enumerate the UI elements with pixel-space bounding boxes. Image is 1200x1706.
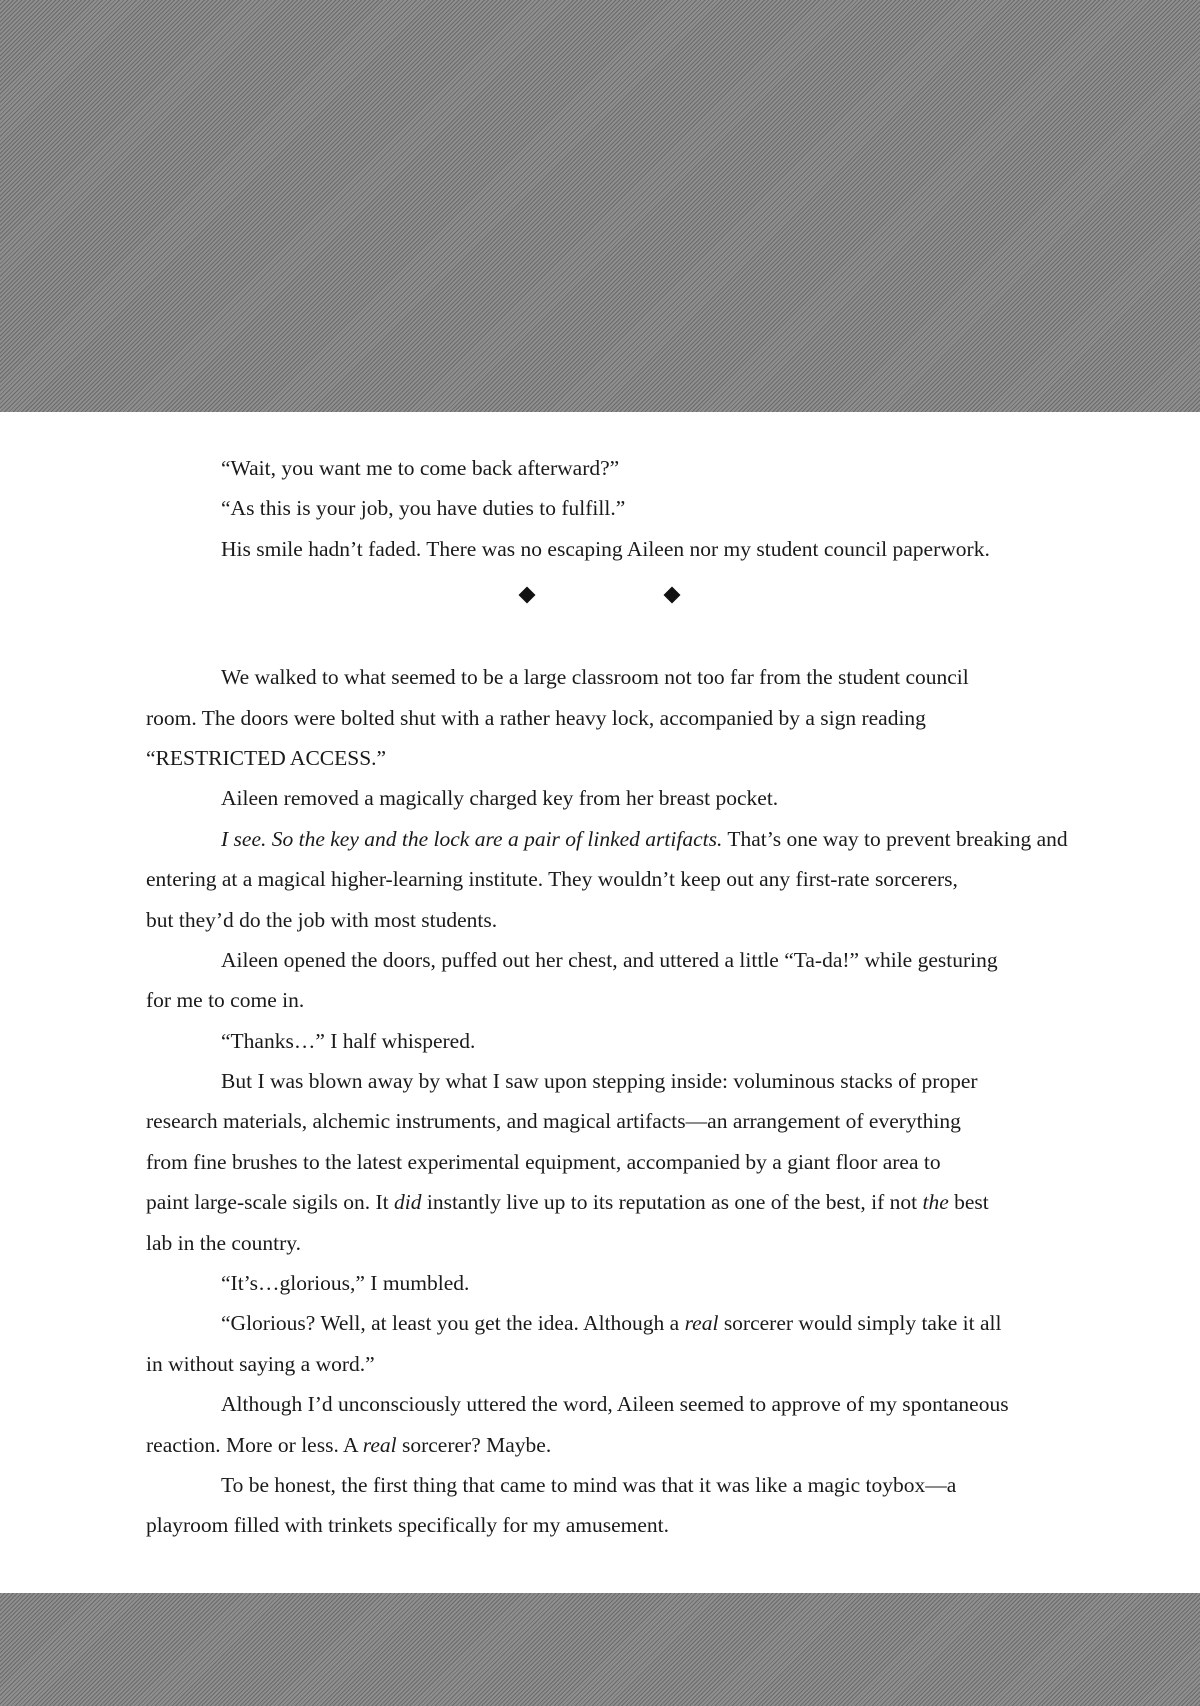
paragraph-line: Aileen opened the doors, puffed out her chest, and uttered a little “Ta-da!” while gesturing: [221, 947, 998, 972]
paragraph-line: but they’d do the job with most students.: [146, 907, 498, 932]
paragraph-line: We walked to what seemed to be a large classroom not too far from the student council: [221, 665, 969, 690]
paragraph-line: playroom filled with trinkets specifically for my amusement.: [146, 1513, 670, 1538]
paragraph-line: from fine brushes to the latest experimental equipment, accompanied by a giant floor area to: [146, 1149, 941, 1174]
dialogue-line: “It’s…glorious,” I mumbled.: [221, 1271, 470, 1296]
paragraph-line: To be honest, the first thing that came to mind was that it was like a magic toybox—a: [221, 1472, 957, 1497]
dialogue-line: “Wait, you want me to come back afterward?”: [221, 456, 620, 480]
diamond-icon: [519, 587, 536, 604]
paragraph-line: room. The doors were bolted shut with a rather heavy lock, accompanied by a sign reading: [146, 705, 926, 730]
narration-line: His smile hadn’t faded. There was no escaping Aileen nor my student council paperwork.: [221, 536, 990, 561]
diamond-icon: [664, 587, 681, 604]
paragraph-line: I see. So the key and the lock are a pair of linked artifacts. That’s one way to prevent breaking and: [221, 826, 1068, 851]
paragraph-line: research materials, alchemic instruments, and magical artifacts—an arrangement of everything: [146, 1109, 961, 1134]
paragraph-line: paint large-scale sigils on. It did instantly live up to its reputation as one of the best, if not the best: [146, 1190, 989, 1215]
paragraph-line: But I was blown away by what I saw upon stepping inside: voluminous stacks of proper: [221, 1069, 978, 1094]
screentone-header-band: [0, 0, 1200, 412]
page-body: [146, 448, 1068, 1546]
screentone-footer-band: [0, 1593, 1200, 1706]
paragraph-line: Although I’d unconsciously uttered the word, Aileen seemed to approve of my spontaneous: [221, 1392, 1009, 1417]
dialogue-line: “Thanks…” I half whispered.: [221, 1028, 476, 1053]
paragraph-line: Aileen removed a magically charged key from her breast pocket.: [221, 786, 779, 811]
scene-break: [146, 569, 1068, 633]
dialogue-line: “Glorious? Well, at least you get the idea. Although a real sorcerer would simply take it all: [221, 1311, 1002, 1336]
dialogue-line: “As this is your job, you have duties to fulfill.”: [221, 496, 626, 521]
dialogue-line: in without saying a word.”: [146, 1351, 375, 1376]
paragraph-line: reaction. More or less. A real sorcerer? Maybe.: [146, 1432, 552, 1457]
paragraph-line: for me to come in.: [146, 988, 305, 1013]
paragraph-line: lab in the country.: [146, 1230, 302, 1255]
paragraph-line: “RESTRICTED ACCESS.”: [146, 745, 387, 770]
paragraph-line: entering at a magical higher-learning institute. They wouldn’t keep out any first-rate sorcerers,: [146, 867, 958, 892]
inner-thought: I see. So the key and the lock are a pair of linked artifacts.: [221, 826, 723, 851]
